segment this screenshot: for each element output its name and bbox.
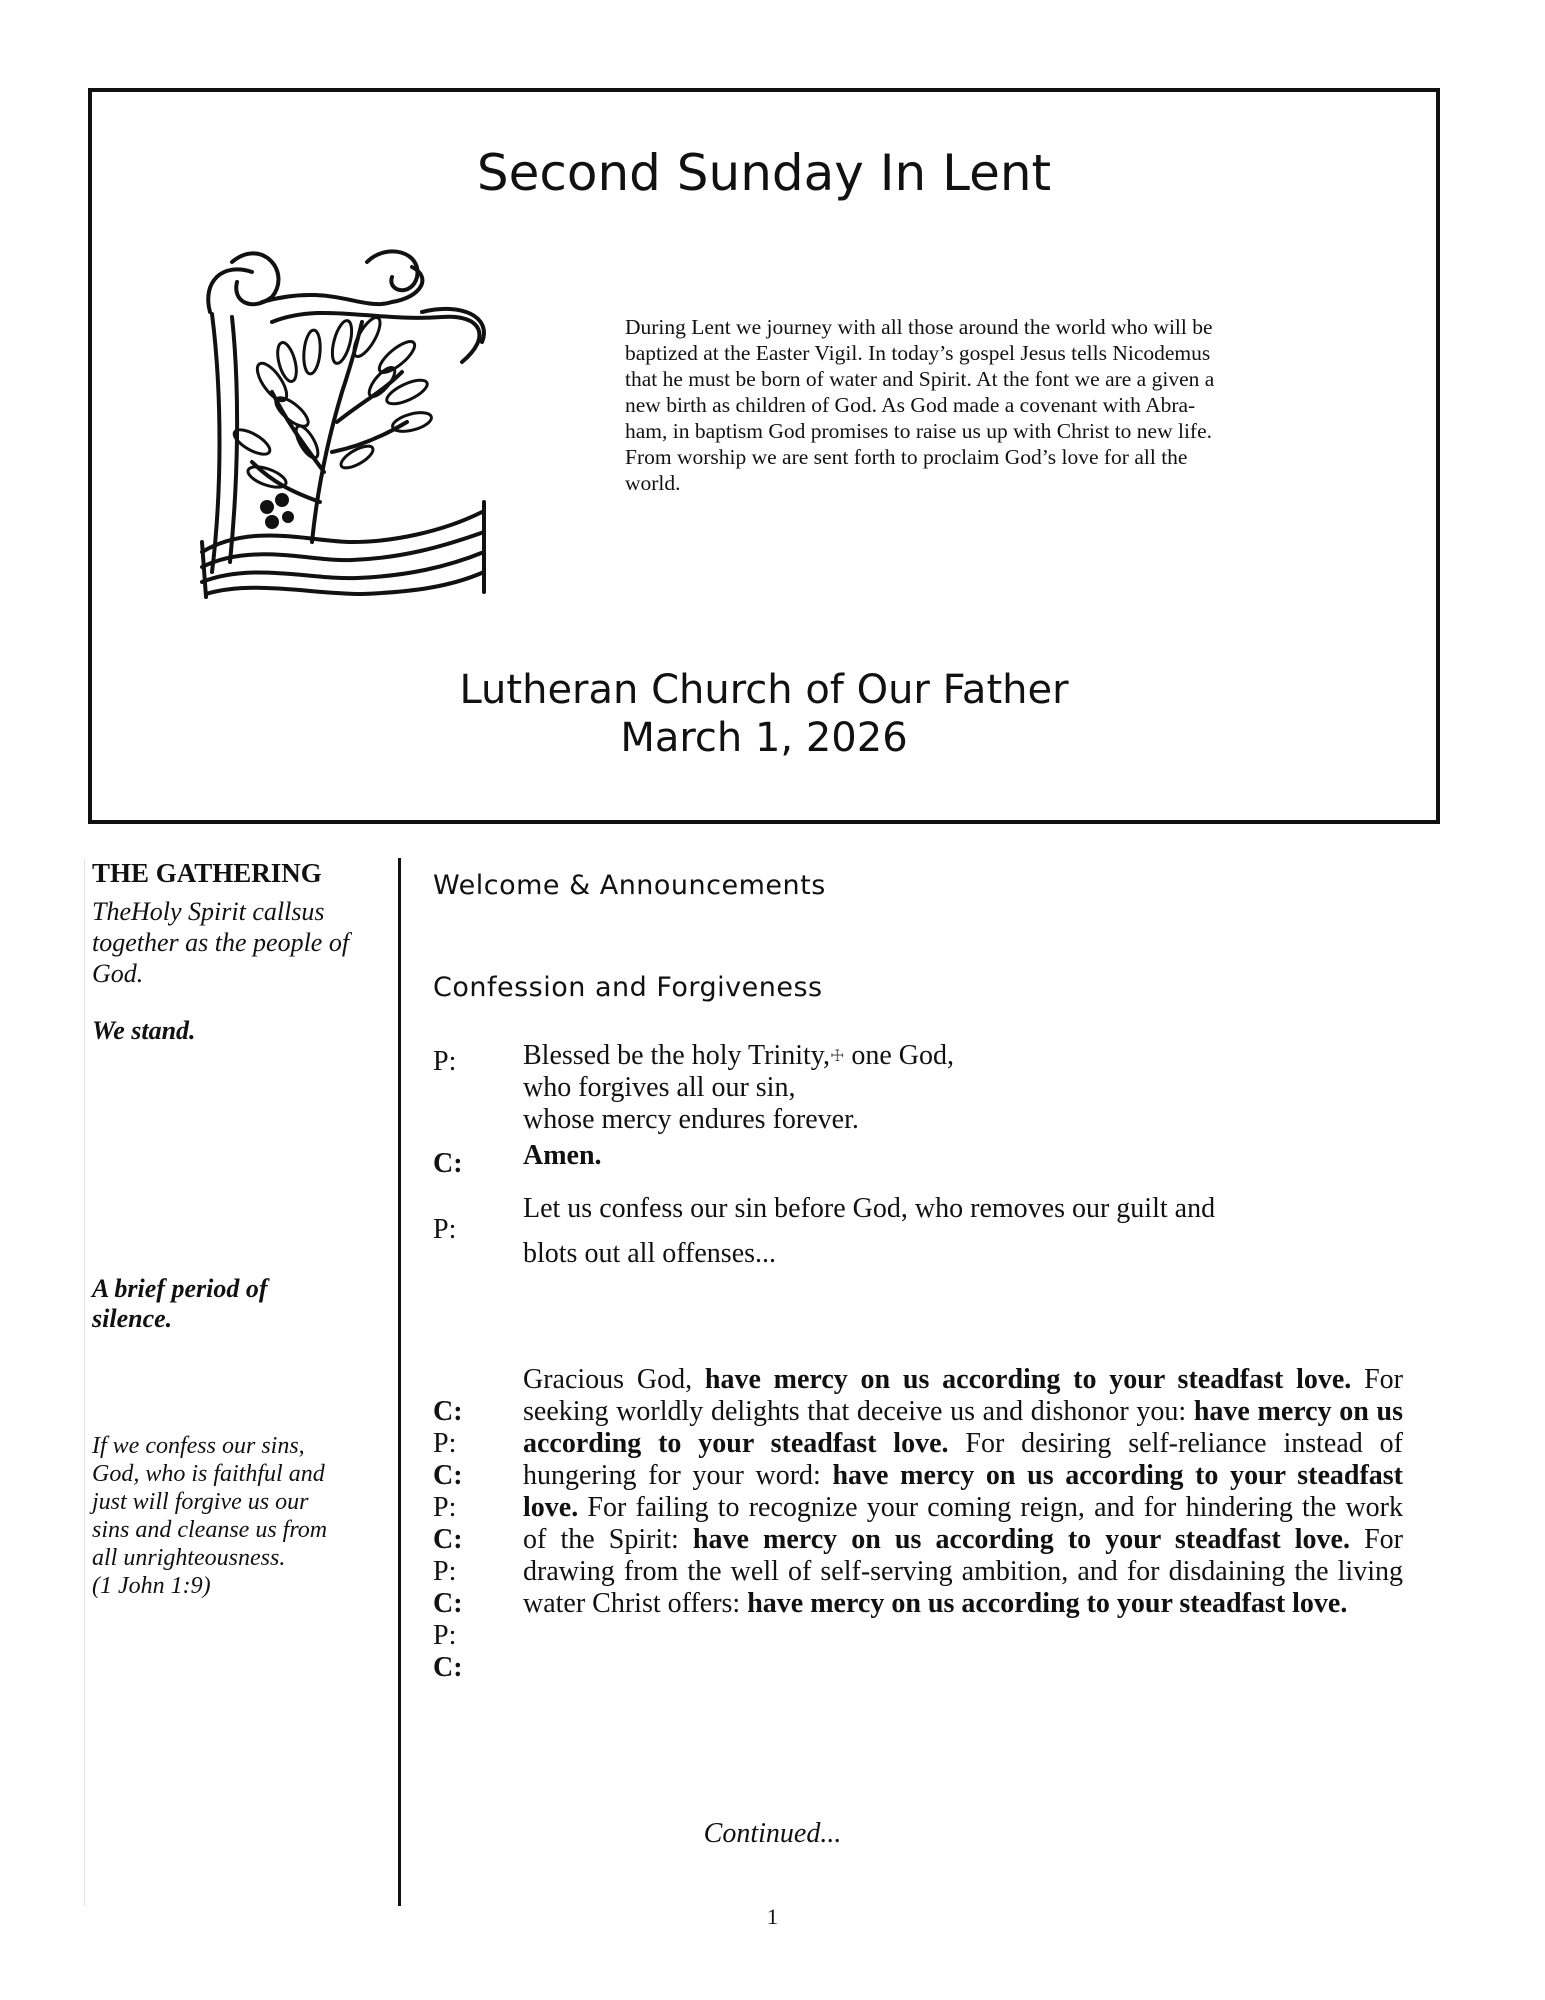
scripture-line: all unrighteousness.	[92, 1545, 286, 1571]
intro-line: During Lent we journey with all those around the world who will be	[625, 315, 1213, 339]
litany-response: have mercy on us according to your steadfast love.	[523, 1460, 1404, 1523]
scripture-line: (1 John 1:9)	[92, 1573, 211, 1599]
confession-litany	[523, 1364, 1403, 1620]
litany-petition: Gracious God,	[523, 1364, 705, 1395]
litany-petition: For drawing from the well of self-serving ambition, and for disdaining the living water Christ offers:	[523, 1524, 1403, 1619]
blessing-line: who forgives all our sin,	[523, 1072, 796, 1103]
speaker-label: P:	[433, 1556, 457, 1587]
speaker-label: P:	[433, 1492, 457, 1523]
blessing-part: Blessed be the holy Trinity,	[523, 1040, 830, 1071]
blessing-line	[523, 1040, 1403, 1072]
rubric-silence: A brief period of silence.	[92, 1274, 268, 1333]
intro-paragraph	[625, 314, 1315, 496]
intro-line: baptized at the Easter Vigil. In today’s gospel Jesus tells Nicodemus	[625, 341, 1211, 365]
speaker-label: C:	[433, 1588, 463, 1619]
speaker-congregation: C:	[433, 1148, 463, 1179]
intro-line: ham, in baptism God promises to raise us up with Christ to new life.	[625, 419, 1213, 443]
rubric-stand: We stand.	[92, 1016, 196, 1045]
blessing-line: whose mercy endures forever.	[523, 1104, 859, 1135]
speaker-pastor: P:	[433, 1046, 457, 1077]
litany-response: have mercy on us according to your steadfast love.	[523, 1396, 1403, 1459]
speaker-label: C:	[433, 1460, 463, 1491]
column-divider	[398, 858, 401, 1906]
litany-petition: For failing to recognize your coming reign, and for hindering the work of the Spirit:	[523, 1492, 1403, 1555]
church-name: Lutheran Church of Our Father	[459, 667, 1069, 713]
bulletin-cover	[88, 88, 1440, 824]
intro-line: world.	[625, 471, 681, 495]
speaker-label: P:	[433, 1428, 457, 1459]
litany-speaker-column	[433, 1396, 493, 1684]
blessing-part: one God,	[844, 1040, 954, 1071]
amen-response: Amen.	[523, 1140, 602, 1171]
speaker-label: C:	[433, 1396, 463, 1427]
gathering-description: TheHoly Spirit callsus together as the people of God.	[92, 897, 350, 988]
cross-icon: ☩	[829, 1046, 845, 1065]
page-title: Second Sunday In Lent	[476, 144, 1052, 202]
continued-note: Continued...	[703, 1818, 842, 1849]
confession-invitation	[523, 1186, 1403, 1276]
speaker-pastor: P:	[433, 1214, 457, 1245]
service-date: March 1, 2026	[620, 715, 908, 761]
scripture-line: God, who is faithful and	[92, 1461, 325, 1487]
invitation-line: blots out all offenses...	[523, 1238, 777, 1269]
speaker-label: P:	[433, 1620, 457, 1651]
scripture-note	[92, 1432, 382, 1600]
speaker-label: C:	[433, 1652, 463, 1683]
page-number: 1	[767, 1904, 778, 1929]
scripture-line: sins and cleanse us from	[92, 1517, 328, 1543]
litany-petition: For seeking worldly delights that deceive us and dishonor you:	[523, 1364, 1403, 1427]
intro-line: From worship we are sent forth to proclaim God’s love for all the	[625, 445, 1188, 469]
left-margin-rule	[84, 858, 85, 1906]
blessing-text	[523, 1040, 1403, 1136]
scripture-line: If we confess our sins,	[92, 1433, 305, 1459]
section-heading-gathering: THE GATHERING	[92, 858, 322, 888]
litany-petition: For desiring self-reliance instead of hungering for your word:	[523, 1428, 1403, 1491]
baptism-branch-waves-illustration	[192, 242, 502, 602]
speaker-label: C:	[433, 1524, 463, 1555]
intro-line: that he must be born of water and Spirit. At the font we are a given a	[625, 367, 1215, 391]
church-info	[92, 666, 1436, 762]
welcome-heading: Welcome & Announcements	[433, 870, 826, 901]
litany-response: have mercy on us according to your steadfast love.	[704, 1364, 1352, 1395]
litany-response: have mercy on us according to your steadfast love.	[747, 1588, 1348, 1619]
confession-heading: Confession and Forgiveness	[433, 972, 823, 1003]
scripture-line: just will forgive us our	[92, 1489, 309, 1515]
intro-line: new birth as children of God. As God made a covenant with Abra-	[625, 393, 1196, 417]
litany-response: have mercy on us according to your steadfast love.	[692, 1524, 1350, 1555]
invitation-line: Let us confess our sin before God, who removes our guilt and	[523, 1193, 1216, 1224]
